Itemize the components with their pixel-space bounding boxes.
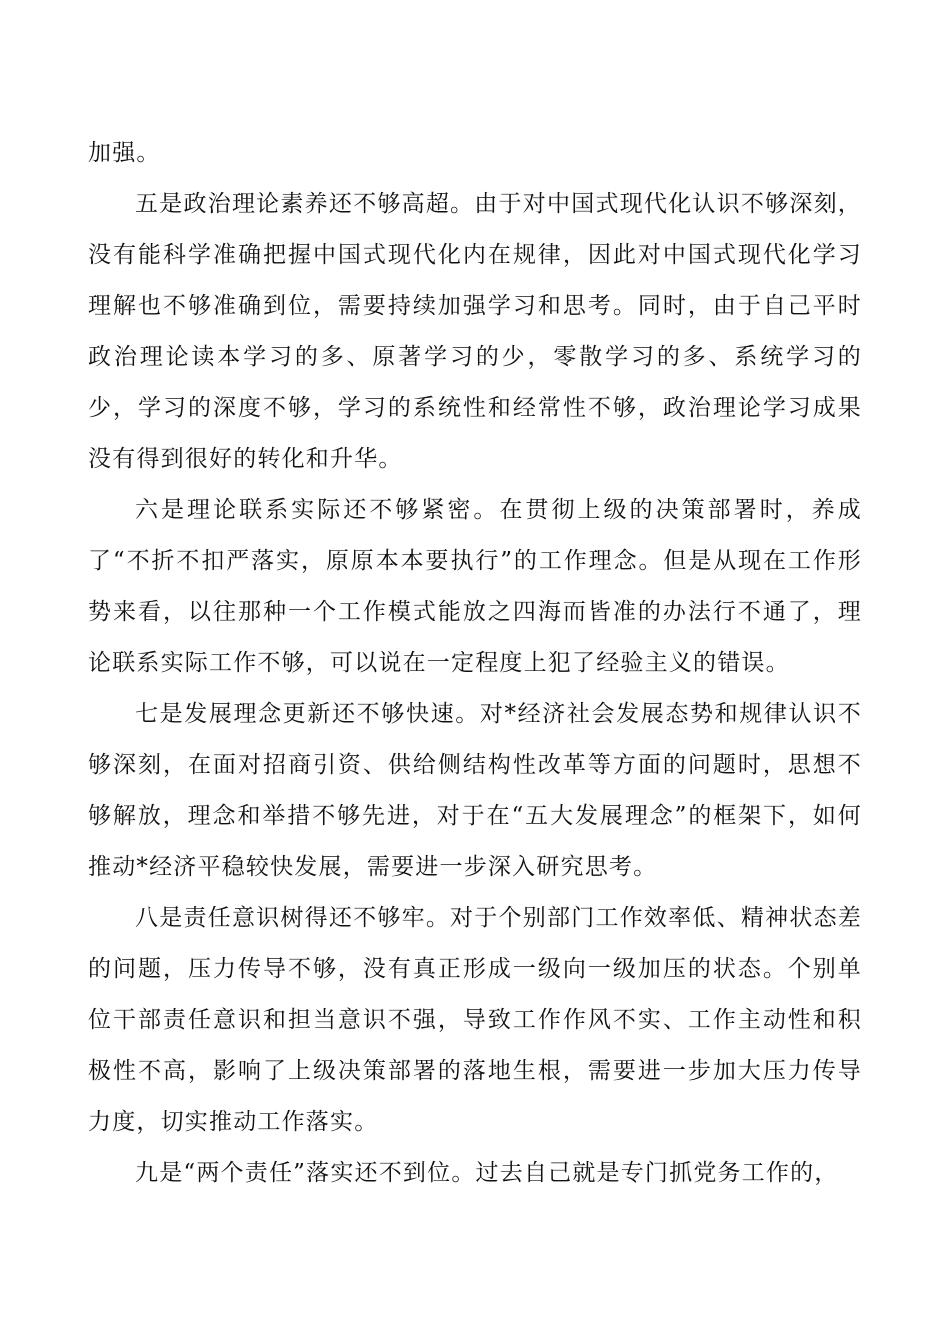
paragraph-item-six: 六是理论联系实际还不够紧密。在贯彻上级的决策部署时，养成了“不折不扣严落实，原原本本要执行”的工作理念。但是从现在工作形势来看，以往那种一个工作模式能放之四海而皆准的办法行不通了，理论联系实际工作不够，可以说在一定程度上犯了经验主义的错误。 — [88, 497, 862, 676]
paragraph-item-eight: 八是责任意识树得还不够牢。对于个别部门工作效率低、精神状态差的问题，压力传导不够，没有真正形成一级向一级加压的状态。个别单位干部责任意识和担当意识不强，导致工作作风不实、工作主动性和积极性不高，影响了上级决策部署的落地生根，需要进一步加大压力传导力度，切实推动工作落实。 — [88, 905, 862, 1135]
paragraph-item-seven: 七是发展理念更新还不够快速。对*经济社会发展态势和规律认识不够深刻，在面对招商引资、供给侧结构性改革等方面的问题时，思想不够解放，理念和举措不够先进，对于在“五大发展理念”的框架下，如何推动*经济平稳较快发展，需要进一步深入研究思考。 — [88, 701, 862, 880]
paragraph-continuation: 加强。 — [88, 140, 161, 166]
paragraph-item-nine: 九是“两个责任”落实还不到位。过去自己就是专门抓党务工作的， — [135, 1160, 839, 1186]
document-body — [88, 128, 862, 1199]
paragraph-item-five: 五是政治理论素养还不够高超。由于对中国式现代化认识不够深刻，没有能科学准确把握中国式现代化内在规律，因此对中国式现代化学习理解也不够准确到位，需要持续加强学习和思考。同时，由于自己平时政治理论读本学习的多、原著学习的少，零散学习的多、系统学习的少，学习的深度不够，学习的系统性和经常性不够，政治理论学习成果没有得到很好的转化和升华。 — [88, 191, 862, 472]
